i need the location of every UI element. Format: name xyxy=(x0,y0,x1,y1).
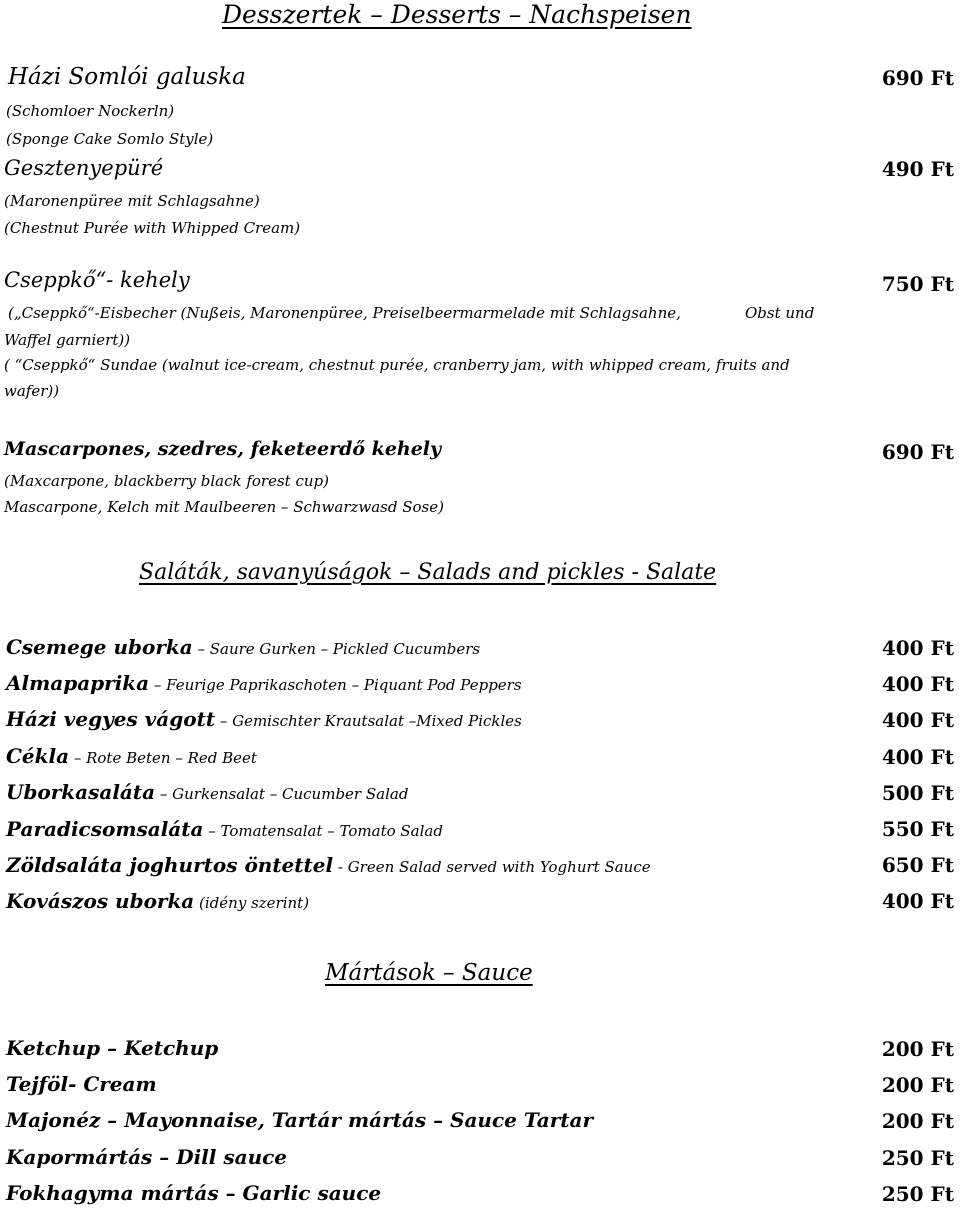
list-item: Tejföl- Cream xyxy=(6,1072,157,1096)
list-item: Kapormártás – Dill sauce xyxy=(6,1145,288,1169)
item-price: 400 Ft xyxy=(881,745,954,769)
list-item: Paradicsomsaláta – Tomatensalat – Tomato Salad xyxy=(6,817,443,841)
item-price: 400 Ft xyxy=(881,889,954,913)
list-item: Kovászos uborka (idény szerint) xyxy=(6,889,310,913)
cseppko-german-cont: Obst und xyxy=(745,304,815,322)
gesztenye-price: 490 Ft xyxy=(881,157,954,181)
gesztenye-german: (Maronenpüree mit Schlagsahne) xyxy=(4,192,260,210)
item-price: 200 Ft xyxy=(881,1037,954,1061)
list-item: Majonéz – Mayonnaise, Tartár mártás – Sauce Tartar xyxy=(6,1108,594,1132)
cseppko-german-2: Waffel garniert)) xyxy=(4,331,131,349)
somloi-name: Házi Somlói galuska xyxy=(8,64,246,90)
list-item: Fokhagyma mártás – Garlic sauce xyxy=(6,1181,382,1205)
gesztenye-english: (Chestnut Purée with Whipped Cream) xyxy=(4,219,301,237)
item-price: 400 Ft xyxy=(881,672,954,696)
mascarpone-german: Mascarpone, Kelch mit Maulbeeren – Schwarzwasd Sose) xyxy=(4,498,444,516)
somloi-english: (Sponge Cake Somlo Style) xyxy=(6,130,214,148)
item-price: 550 Ft xyxy=(881,817,954,841)
cseppko-english: ( “Cseppkő“ Sundae (walnut ice-cream, chestnut purée, cranberry jam, with whipped cream, fruits and xyxy=(4,356,790,374)
mascarpone-price: 690 Ft xyxy=(881,440,954,464)
item-price: 400 Ft xyxy=(881,636,954,660)
list-item: Uborkasaláta – Gurkensalat – Cucumber Salad xyxy=(6,780,409,804)
somloi-german: (Schomloer Nockerln) xyxy=(6,102,175,120)
list-item: Almapaprika – Feurige Paprikaschoten – Piquant Pod Peppers xyxy=(6,671,522,695)
sauces-heading: Mártások – Sauce xyxy=(325,960,533,986)
list-item: Házi vegyes vágott – Gemischter Krautsalat –Mixed Pickles xyxy=(6,707,522,731)
list-item: Cékla – Rote Beten – Red Beet xyxy=(6,744,257,768)
item-price: 250 Ft xyxy=(881,1146,954,1170)
cseppko-english-2: wafer)) xyxy=(4,382,60,400)
cseppko-german: („Cseppkő“-Eisbecher (Nußeis, Maronenpüree, Preiselbeermarmelade mit Schlagsahne, xyxy=(8,304,681,322)
somloi-price: 690 Ft xyxy=(881,66,954,90)
cseppko-name: Cseppkő“- kehely xyxy=(4,268,190,292)
cseppko-price: 750 Ft xyxy=(881,272,954,296)
list-item: Zöldsaláta joghurtos öntettel - Green Salad served with Yoghurt Sauce xyxy=(6,853,651,877)
mascarpone-english: (Maxcarpone, blackberry black forest cup) xyxy=(4,472,329,490)
gesztenye-name: Gesztenyepüré xyxy=(4,156,164,180)
desserts-heading: Desszertek – Desserts – Nachspeisen xyxy=(222,0,692,29)
list-item: Csemege uborka – Saure Gurken – Pickled Cucumbers xyxy=(6,635,481,659)
mascarpone-name: Mascarpones, szedres, feketeerdő kehely xyxy=(4,438,442,460)
item-price: 400 Ft xyxy=(881,708,954,732)
item-price: 200 Ft xyxy=(881,1073,954,1097)
item-price: 650 Ft xyxy=(881,853,954,877)
item-price: 500 Ft xyxy=(881,781,954,805)
list-item: Ketchup – Ketchup xyxy=(6,1036,219,1060)
item-price: 200 Ft xyxy=(881,1109,954,1133)
item-price: 250 Ft xyxy=(881,1182,954,1206)
salads-heading: Saláták, savanyúságok – Salads and pickles - Salate xyxy=(139,560,717,585)
